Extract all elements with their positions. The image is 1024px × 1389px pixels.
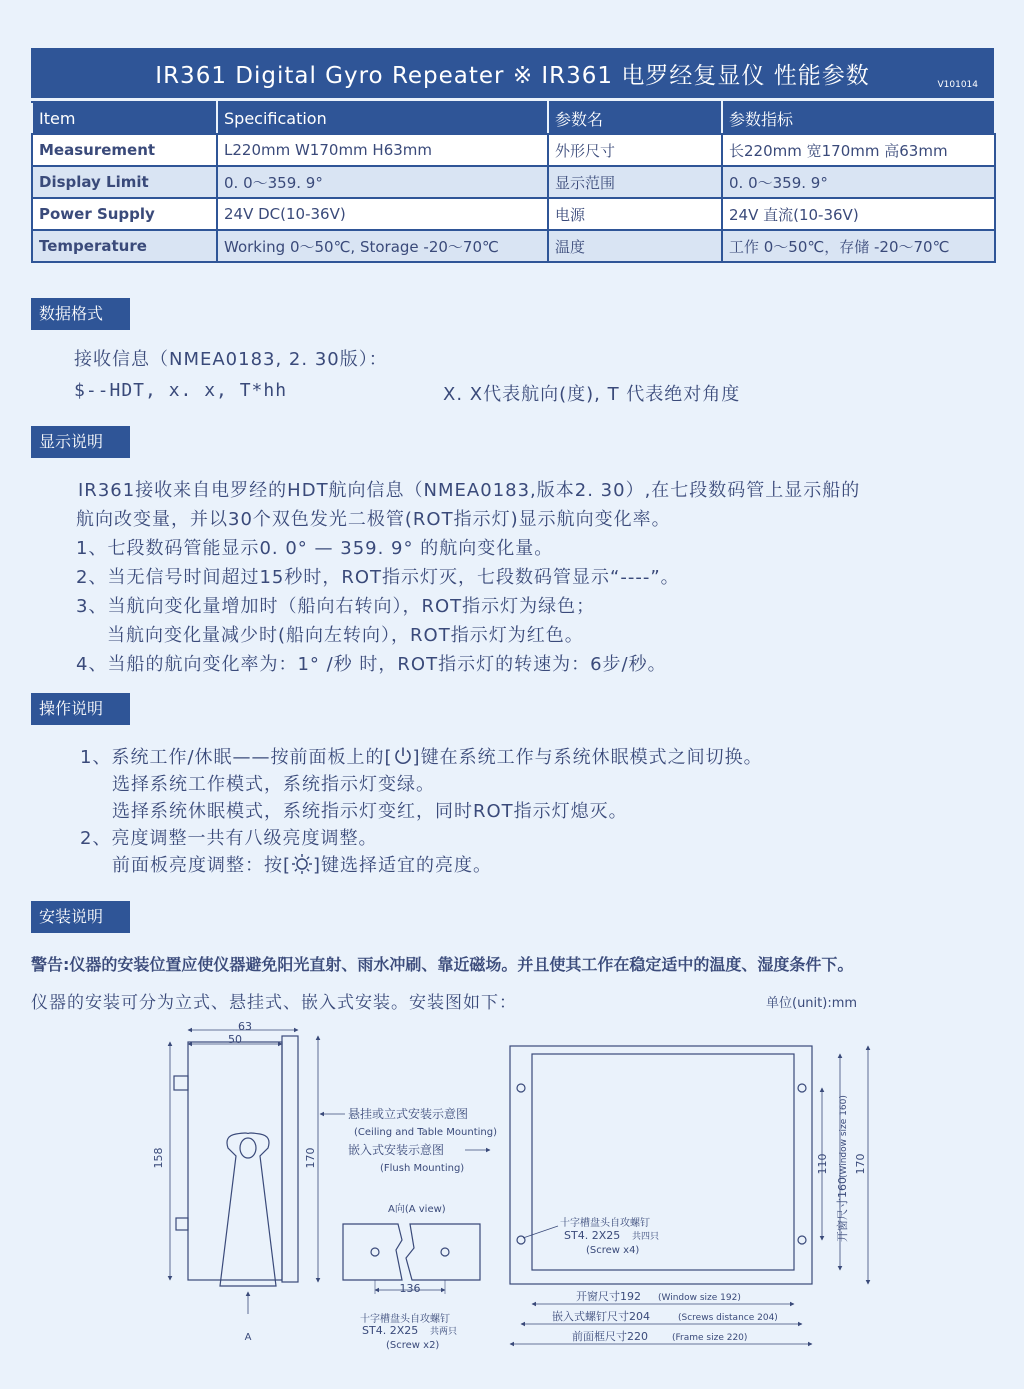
row-label: Measurement — [32, 134, 217, 166]
row-label: Power Supply — [32, 198, 217, 230]
data-format-line: 接收信息（NMEA0183, 2. 30版）： — [74, 349, 388, 370]
table-cell: 0. 0～359. 9° — [722, 166, 995, 198]
front-screw-spec: ST4. 2X25 — [564, 1229, 621, 1242]
dim-110: 110 — [816, 1153, 829, 1175]
screw-hole — [798, 1084, 806, 1092]
front-frame — [510, 1046, 812, 1284]
operation-line: 选择系统休眠模式，系统指示灯变红，同时ROT指示灯熄灭。 — [112, 801, 628, 822]
screw-spec: ST4. 2X25 — [362, 1324, 419, 1337]
dim-63: 63 — [238, 1020, 252, 1033]
table-cell: 外形尺寸 — [548, 134, 722, 166]
table-cell: 温度 — [548, 230, 722, 262]
table-cell: 电源 — [548, 198, 722, 230]
column-header: Item — [32, 102, 217, 134]
column-header: 参数指标 — [722, 102, 995, 134]
operation-text: 1、系统工作/休眠——按前面板上的[ — [80, 747, 393, 768]
dim-50: 50 — [228, 1033, 242, 1046]
table-cell: 0. 0～359. 9° — [217, 166, 548, 198]
side-view-connector — [176, 1218, 188, 1230]
side-view-connector — [174, 1076, 188, 1090]
display-line: 航向改变量，并以30个双色发光二极管(ROT指示灯)显示航向变化率。 — [76, 509, 671, 530]
screw-hole — [798, 1236, 806, 1244]
table-row — [32, 134, 995, 166]
operation-line: 2、亮度调整一共有八级亮度调整。 — [80, 828, 378, 849]
dim-170-side: 170 — [304, 1147, 317, 1169]
screw-hole — [517, 1236, 525, 1244]
install-intro: 仪器的安装可分为立式、悬挂式、嵌入式安装。安装图如下： — [31, 993, 517, 1013]
operation-line: 选择系统工作模式，系统指示灯变绿。 — [112, 774, 435, 795]
window-size-h: 开窗尺寸192 — [576, 1290, 641, 1303]
dim-136: 136 — [399, 1282, 421, 1295]
table-cell: L220mm W170mm H63mm — [217, 134, 548, 166]
a-label: A — [244, 1332, 252, 1343]
installation-drawing — [140, 1018, 890, 1358]
table-cell: 工作 0～50℃，存储 -20～70℃ — [722, 230, 995, 262]
window-size-h-en: (Window size 192) — [658, 1293, 741, 1303]
display-line: IR361接收来自电罗经的HDT航向信息（NMEA0183,版本2. 30）,在七段数码管上显示船的 — [78, 480, 861, 501]
window-size-v-en: (Window size 160) — [839, 1095, 849, 1178]
section-tag-install: 安装说明 — [31, 901, 130, 933]
dim-170-front: 170 — [854, 1153, 867, 1175]
sun-icon — [291, 853, 313, 875]
section-tag-operation: 操作说明 — [31, 693, 130, 725]
bracket-knob — [240, 1138, 256, 1158]
plate-hole — [371, 1248, 379, 1256]
ceiling-mount-label: 悬挂或立式安装示意图 — [348, 1107, 469, 1121]
screws-distance: 嵌入式螺钉尺寸204 — [552, 1310, 650, 1323]
section-tag-display: 显示说明 — [31, 426, 130, 458]
install-warning: 警告:仪器的安装位置应使仪器避免阳光直射、雨水冲刷、靠近磁场。并且使其工作在稳定适中的温度、湿度条件下。 — [31, 955, 854, 974]
mount-bracket — [220, 1133, 276, 1286]
section-tag-data-format: 数据格式 — [31, 298, 130, 330]
ceiling-mount-label-en: (Ceiling and Table Mounting) — [354, 1127, 497, 1138]
row-label: Temperature — [32, 230, 217, 262]
dim-158: 158 — [152, 1147, 165, 1169]
display-line: 1、七段数码管能显示0. 0° — 359. 9° 的航向变化量。 — [76, 538, 554, 559]
table-cell: 长220mm 宽170mm 高63mm — [722, 134, 995, 166]
table-row — [32, 198, 995, 230]
nmea-sentence: $--HDT, x. x, T*hh — [74, 380, 288, 401]
front-screw-label-en: (Screw x4) — [586, 1245, 640, 1256]
flush-mount-label-en: (Flush Mounting) — [380, 1163, 465, 1174]
display-line: 2、当无信号时间超过15秒时，ROT指示灯灭，七段数码管显示“----”。 — [76, 567, 680, 588]
screw-hole — [517, 1084, 525, 1092]
a-view-plate — [343, 1224, 480, 1280]
window-size-v: 开窗尺寸160 — [836, 1177, 849, 1242]
side-view-panel — [282, 1036, 298, 1282]
screw-label-en: (Screw x2) — [386, 1340, 440, 1351]
table-row — [32, 166, 995, 198]
unit-label: 单位(unit):mm — [766, 996, 858, 1011]
display-line: 4、当船的航向变化率为：1° /秒 时，ROT指示灯的转速为：6步/秒。 — [76, 654, 667, 675]
frame-size: 前面框尺寸220 — [572, 1330, 648, 1343]
display-line: 当航向变化量减少时(船向左转向），ROT指示灯为红色。 — [107, 625, 584, 646]
version-code: V101014 — [937, 80, 978, 90]
table-cell: Working 0～50℃, Storage -20～70℃ — [217, 230, 548, 262]
front-screw-label: 十字槽盘头自攻螺钉 — [560, 1218, 650, 1229]
table-row — [32, 230, 995, 262]
table-header-row — [32, 102, 995, 134]
operation-line-1 — [80, 743, 763, 769]
page-title: IR361 Digital Gyro Repeater ※ IR361 电罗经复显仪 性能参数 — [155, 63, 870, 89]
nmea-note: X. X代表航向(度), T 代表绝对角度 — [443, 384, 741, 405]
column-header: Specification — [217, 102, 548, 134]
front-screw-count: 共四只 — [632, 1232, 660, 1242]
screws-distance-en: (Screws distance 204) — [678, 1313, 778, 1323]
operation-line-5 — [112, 851, 492, 877]
frame-size-en: (Frame size 220) — [672, 1333, 748, 1343]
title-bar — [31, 48, 994, 98]
screw-label: 十字槽盘头自攻螺钉 — [360, 1314, 450, 1325]
screw-leader — [523, 1226, 558, 1238]
operation-text: 前面板亮度调整：按[ — [112, 855, 292, 876]
table-cell: 24V DC(10-36V) — [217, 198, 548, 230]
spec-table — [31, 101, 996, 263]
screw-count: 共两只 — [430, 1327, 458, 1337]
operation-text: ]键在系统工作与系统休眠模式之间切换。 — [412, 747, 763, 768]
power-icon — [393, 746, 413, 766]
row-label: Display Limit — [32, 166, 217, 198]
operation-text: ]键选择适宜的亮度。 — [313, 855, 493, 876]
display-line: 3、当航向变化量增加时（船向右转向），ROT指示灯为绿色； — [76, 596, 596, 617]
table-cell: 24V 直流(10-36V) — [722, 198, 995, 230]
plate-hole — [441, 1248, 449, 1256]
table-cell: 显示范围 — [548, 166, 722, 198]
a-view-label: A向(A view) — [388, 1204, 446, 1215]
column-header: 参数名 — [548, 102, 722, 134]
flush-mount-label: 嵌入式安装示意图 — [348, 1143, 445, 1157]
